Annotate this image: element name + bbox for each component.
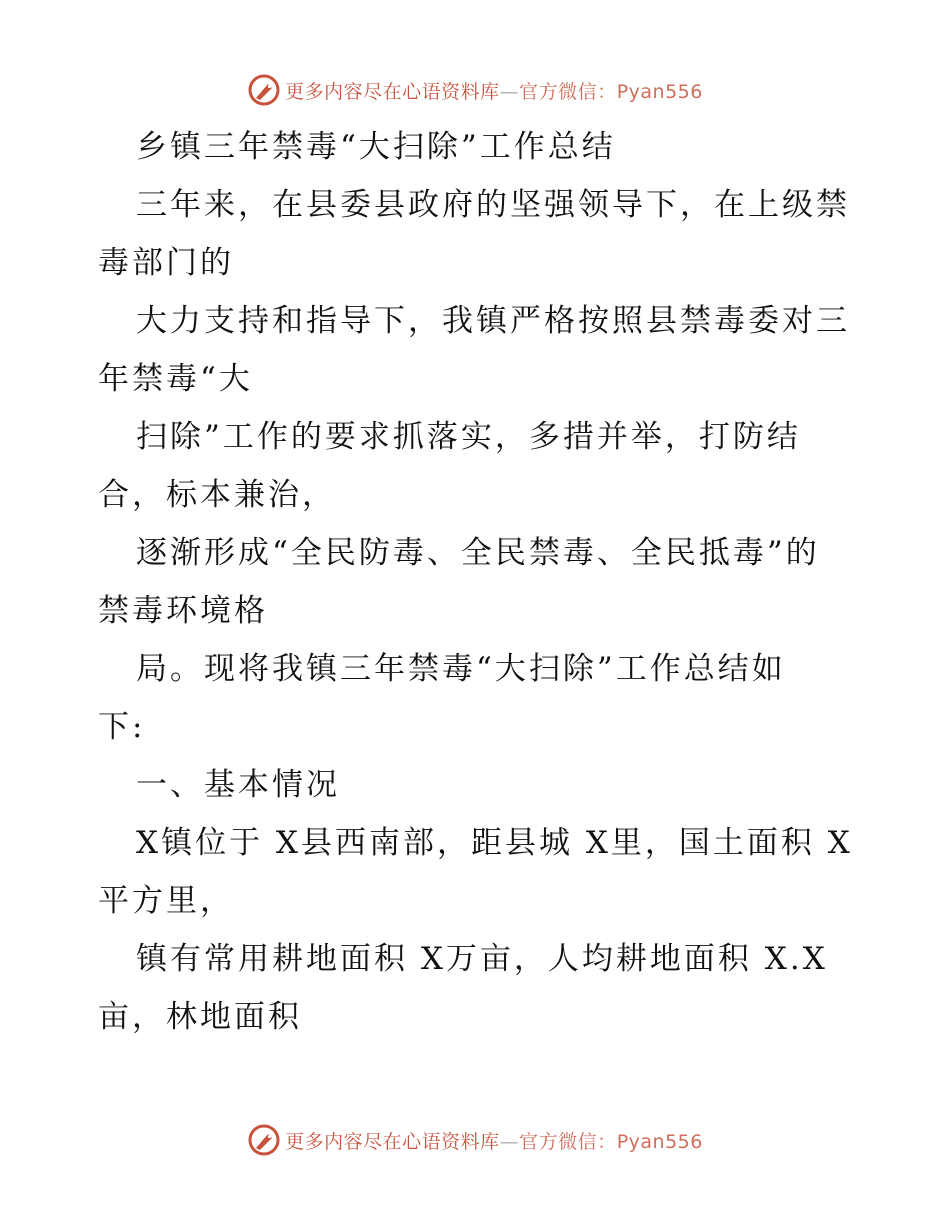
text-line: X镇位于 X县西南部，距县城 X里，国土面积 X <box>136 825 853 861</box>
banner-text <box>285 77 703 104</box>
document-body <box>98 118 868 1046</box>
banner-main-text: 更多内容尽在心语资料库 <box>285 80 500 103</box>
footer-banner <box>0 1120 950 1160</box>
text-line: 年禁毒“大 <box>98 361 253 397</box>
pen-nib-logo-icon <box>247 1123 281 1157</box>
text-line: 毒部门的 <box>98 245 234 281</box>
text-line: 大力支持和指导下，我镇严格按照县禁毒委对三 <box>136 303 850 339</box>
pen-nib-logo-icon <box>247 73 281 107</box>
text-line: 合，标本兼治， <box>98 477 336 513</box>
document-title: 乡镇三年禁毒“大扫除”工作总结 <box>136 129 616 165</box>
banner-main-text: 更多内容尽在心语资料库 <box>285 1130 500 1153</box>
banner-separator: — <box>499 1130 520 1153</box>
banner-separator: — <box>499 80 520 103</box>
banner-contact-label: 官方微信： <box>519 80 617 103</box>
text-line: 亩，林地面积 <box>98 999 302 1035</box>
header-banner <box>0 70 950 110</box>
text-line: 平方里， <box>98 883 234 919</box>
text-line: 局。现将我镇三年禁毒“大扫除”工作总结如 <box>136 651 786 687</box>
section-heading: 一、基本情况 <box>136 767 340 803</box>
text-line: 三年来，在县委县政府的坚强领导下，在上级禁 <box>136 187 850 223</box>
banner-contact-id: Pyan556 <box>616 80 703 103</box>
text-line: 禁毒环境格 <box>98 593 268 629</box>
text-line: 扫除”工作的要求抓落实，多措并举，打防结 <box>136 419 801 455</box>
banner-contact-label: 官方微信： <box>519 1130 617 1153</box>
text-line: 逐渐形成“全民防毒、全民禁毒、全民抵毒”的 <box>136 535 820 571</box>
banner-contact-id: Pyan556 <box>616 1130 703 1153</box>
banner-text <box>285 1127 703 1154</box>
text-line: 下: <box>98 709 146 745</box>
text-line: 镇有常用耕地面积 X万亩，人均耕地面积 X.X <box>136 941 828 977</box>
